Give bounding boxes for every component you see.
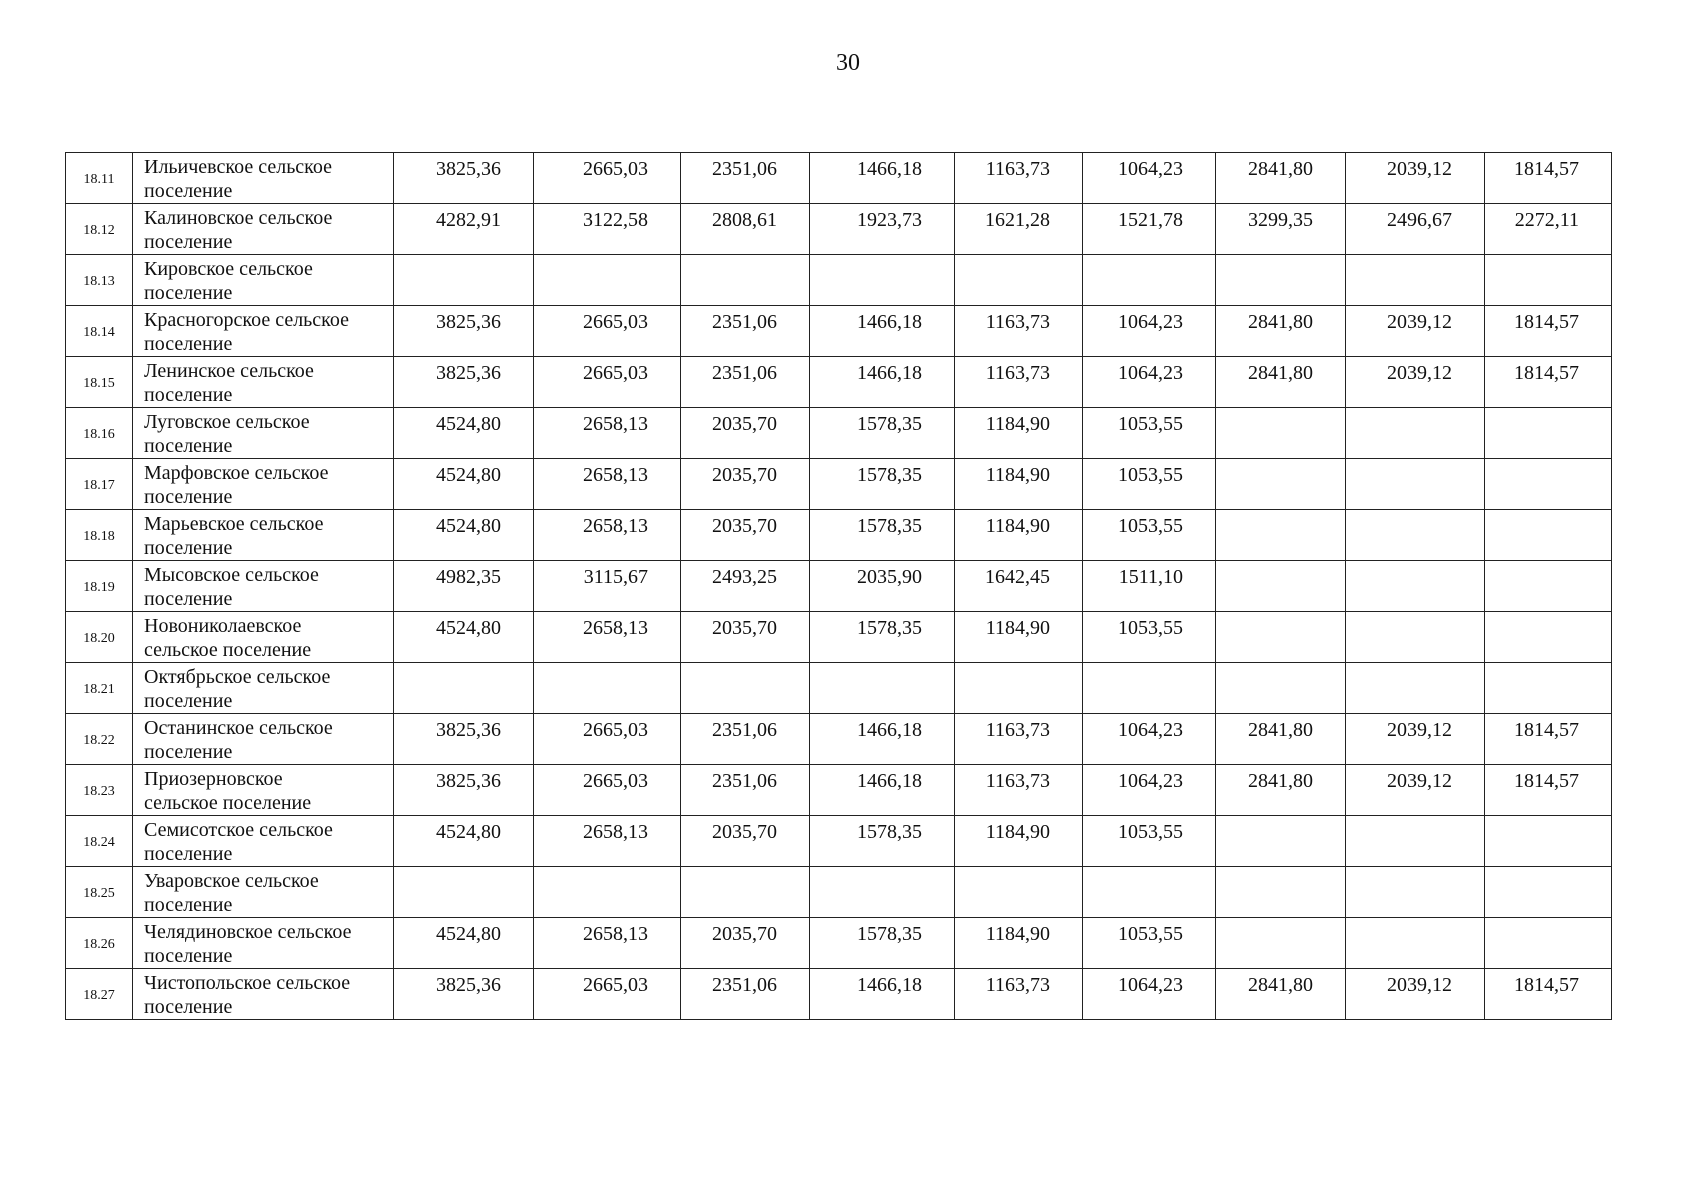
value-cell bbox=[810, 663, 955, 714]
row-number-cell: 18.11 bbox=[66, 153, 133, 204]
value-cell: 3825,36 bbox=[394, 969, 534, 1020]
value-cell bbox=[1346, 918, 1485, 969]
value-cell: 2665,03 bbox=[534, 357, 681, 408]
value-cell bbox=[1485, 408, 1612, 459]
value-cell: 2841,80 bbox=[1216, 357, 1346, 408]
value-cell: 1466,18 bbox=[810, 714, 955, 765]
value-cell: 2496,67 bbox=[1346, 204, 1485, 255]
row-number-cell: 18.25 bbox=[66, 867, 133, 918]
value-cell: 1578,35 bbox=[810, 459, 955, 510]
value-cell bbox=[1083, 255, 1216, 306]
row-number-cell: 18.27 bbox=[66, 969, 133, 1020]
value-cell: 3825,36 bbox=[394, 153, 534, 204]
value-cell bbox=[955, 867, 1083, 918]
value-cell: 1163,73 bbox=[955, 153, 1083, 204]
value-cell bbox=[394, 255, 534, 306]
value-cell: 1184,90 bbox=[955, 816, 1083, 867]
value-cell: 2841,80 bbox=[1216, 765, 1346, 816]
value-cell bbox=[1485, 510, 1612, 561]
value-cell: 3825,36 bbox=[394, 357, 534, 408]
value-cell: 1521,78 bbox=[1083, 204, 1216, 255]
value-cell: 1184,90 bbox=[955, 408, 1083, 459]
row-number-cell: 18.18 bbox=[66, 510, 133, 561]
value-cell: 2035,70 bbox=[681, 918, 810, 969]
row-number-cell: 18.17 bbox=[66, 459, 133, 510]
value-cell: 1814,57 bbox=[1485, 357, 1612, 408]
value-cell bbox=[1346, 255, 1485, 306]
value-cell: 1053,55 bbox=[1083, 612, 1216, 663]
row-number-cell: 18.22 bbox=[66, 714, 133, 765]
value-cell bbox=[955, 663, 1083, 714]
value-cell bbox=[1083, 867, 1216, 918]
value-cell bbox=[1346, 612, 1485, 663]
settlement-name-cell: Калиновское сельское поселение bbox=[133, 204, 394, 255]
value-cell: 4524,80 bbox=[394, 612, 534, 663]
table-row bbox=[66, 918, 1612, 969]
value-cell: 2665,03 bbox=[534, 714, 681, 765]
value-cell bbox=[1083, 663, 1216, 714]
value-cell bbox=[1216, 459, 1346, 510]
value-cell: 2658,13 bbox=[534, 510, 681, 561]
value-cell bbox=[534, 867, 681, 918]
table-row bbox=[66, 867, 1612, 918]
settlement-name-cell: Мысовское сельское поселение bbox=[133, 561, 394, 612]
value-cell bbox=[1346, 867, 1485, 918]
value-cell: 2841,80 bbox=[1216, 714, 1346, 765]
value-cell bbox=[1216, 510, 1346, 561]
tariff-table bbox=[65, 152, 1612, 1020]
value-cell: 1578,35 bbox=[810, 408, 955, 459]
value-cell: 2658,13 bbox=[534, 816, 681, 867]
value-cell bbox=[955, 255, 1083, 306]
value-cell bbox=[1216, 867, 1346, 918]
value-cell bbox=[534, 663, 681, 714]
value-cell: 2039,12 bbox=[1346, 714, 1485, 765]
value-cell: 2351,06 bbox=[681, 306, 810, 357]
settlement-name-cell: Луговское сельское поселение bbox=[133, 408, 394, 459]
value-cell: 2665,03 bbox=[534, 969, 681, 1020]
table-row bbox=[66, 459, 1612, 510]
value-cell bbox=[1216, 408, 1346, 459]
value-cell: 2039,12 bbox=[1346, 969, 1485, 1020]
value-cell bbox=[1485, 459, 1612, 510]
value-cell: 1466,18 bbox=[810, 153, 955, 204]
value-cell bbox=[681, 867, 810, 918]
row-number-cell: 18.15 bbox=[66, 357, 133, 408]
table-row bbox=[66, 816, 1612, 867]
table-row bbox=[66, 612, 1612, 663]
settlement-name-cell: Семисотское сельское поселение bbox=[133, 816, 394, 867]
value-cell: 2665,03 bbox=[534, 765, 681, 816]
value-cell bbox=[810, 255, 955, 306]
settlement-name-cell: Уваровское сельское поселение bbox=[133, 867, 394, 918]
value-cell: 4282,91 bbox=[394, 204, 534, 255]
table-row bbox=[66, 969, 1612, 1020]
table-row bbox=[66, 357, 1612, 408]
value-cell: 2035,70 bbox=[681, 612, 810, 663]
value-cell: 1642,45 bbox=[955, 561, 1083, 612]
value-cell: 1466,18 bbox=[810, 969, 955, 1020]
value-cell bbox=[1485, 612, 1612, 663]
value-cell: 3122,58 bbox=[534, 204, 681, 255]
value-cell: 1053,55 bbox=[1083, 408, 1216, 459]
table-row bbox=[66, 408, 1612, 459]
value-cell bbox=[1346, 816, 1485, 867]
settlement-name-cell: Приозерновское сельское поселение bbox=[133, 765, 394, 816]
value-cell: 1064,23 bbox=[1083, 969, 1216, 1020]
value-cell: 3115,67 bbox=[534, 561, 681, 612]
value-cell: 2035,70 bbox=[681, 408, 810, 459]
value-cell: 1511,10 bbox=[1083, 561, 1216, 612]
value-cell bbox=[681, 663, 810, 714]
value-cell bbox=[1485, 816, 1612, 867]
value-cell bbox=[1346, 663, 1485, 714]
value-cell: 3825,36 bbox=[394, 306, 534, 357]
table-body bbox=[66, 153, 1612, 1020]
value-cell: 2351,06 bbox=[681, 357, 810, 408]
row-number-cell: 18.12 bbox=[66, 204, 133, 255]
value-cell bbox=[394, 867, 534, 918]
value-cell: 2272,11 bbox=[1485, 204, 1612, 255]
value-cell: 1064,23 bbox=[1083, 765, 1216, 816]
value-cell: 2351,06 bbox=[681, 969, 810, 1020]
value-cell bbox=[1485, 255, 1612, 306]
value-cell: 2665,03 bbox=[534, 153, 681, 204]
value-cell: 2351,06 bbox=[681, 765, 810, 816]
value-cell bbox=[1346, 459, 1485, 510]
value-cell: 2039,12 bbox=[1346, 306, 1485, 357]
table-row bbox=[66, 510, 1612, 561]
row-number-cell: 18.13 bbox=[66, 255, 133, 306]
value-cell: 2841,80 bbox=[1216, 306, 1346, 357]
value-cell: 1053,55 bbox=[1083, 918, 1216, 969]
value-cell: 2035,70 bbox=[681, 510, 810, 561]
settlement-name-cell: Ленинское сельское поселение bbox=[133, 357, 394, 408]
value-cell: 1184,90 bbox=[955, 510, 1083, 561]
value-cell bbox=[1485, 561, 1612, 612]
value-cell bbox=[1346, 408, 1485, 459]
value-cell: 2035,90 bbox=[810, 561, 955, 612]
value-cell: 1578,35 bbox=[810, 816, 955, 867]
value-cell: 2035,70 bbox=[681, 816, 810, 867]
table-row bbox=[66, 714, 1612, 765]
row-number-cell: 18.24 bbox=[66, 816, 133, 867]
row-number-cell: 18.19 bbox=[66, 561, 133, 612]
value-cell: 1053,55 bbox=[1083, 510, 1216, 561]
value-cell: 2493,25 bbox=[681, 561, 810, 612]
value-cell bbox=[1346, 561, 1485, 612]
value-cell: 1184,90 bbox=[955, 612, 1083, 663]
row-number-cell: 18.21 bbox=[66, 663, 133, 714]
value-cell bbox=[1485, 663, 1612, 714]
value-cell: 2351,06 bbox=[681, 714, 810, 765]
value-cell: 1064,23 bbox=[1083, 357, 1216, 408]
value-cell: 2658,13 bbox=[534, 918, 681, 969]
value-cell: 4524,80 bbox=[394, 459, 534, 510]
row-number-cell: 18.14 bbox=[66, 306, 133, 357]
value-cell bbox=[1216, 255, 1346, 306]
value-cell: 2351,06 bbox=[681, 153, 810, 204]
value-cell: 1053,55 bbox=[1083, 816, 1216, 867]
value-cell: 2665,03 bbox=[534, 306, 681, 357]
settlement-name-cell: Марфовское сельское поселение bbox=[133, 459, 394, 510]
value-cell: 1466,18 bbox=[810, 306, 955, 357]
value-cell: 1814,57 bbox=[1485, 306, 1612, 357]
value-cell: 1163,73 bbox=[955, 714, 1083, 765]
value-cell: 2039,12 bbox=[1346, 153, 1485, 204]
value-cell: 1578,35 bbox=[810, 612, 955, 663]
value-cell bbox=[534, 255, 681, 306]
value-cell: 1578,35 bbox=[810, 510, 955, 561]
value-cell: 1184,90 bbox=[955, 918, 1083, 969]
value-cell: 3299,35 bbox=[1216, 204, 1346, 255]
value-cell bbox=[1216, 612, 1346, 663]
value-cell: 4524,80 bbox=[394, 510, 534, 561]
value-cell: 1064,23 bbox=[1083, 153, 1216, 204]
row-number-cell: 18.26 bbox=[66, 918, 133, 969]
row-number-cell: 18.23 bbox=[66, 765, 133, 816]
table-row bbox=[66, 255, 1612, 306]
page-number: 30 bbox=[836, 50, 860, 76]
value-cell: 1466,18 bbox=[810, 765, 955, 816]
table-row bbox=[66, 663, 1612, 714]
value-cell: 1163,73 bbox=[955, 357, 1083, 408]
value-cell: 1064,23 bbox=[1083, 306, 1216, 357]
settlement-name-cell: Новониколаевское сельское поселение bbox=[133, 612, 394, 663]
settlement-name-cell: Кировское сельское поселение bbox=[133, 255, 394, 306]
value-cell bbox=[1216, 918, 1346, 969]
settlement-name-cell: Красногорское сельское поселение bbox=[133, 306, 394, 357]
value-cell: 4524,80 bbox=[394, 408, 534, 459]
table-row bbox=[66, 561, 1612, 612]
value-cell: 4524,80 bbox=[394, 918, 534, 969]
value-cell: 2841,80 bbox=[1216, 153, 1346, 204]
value-cell bbox=[1346, 510, 1485, 561]
table-row bbox=[66, 204, 1612, 255]
value-cell bbox=[1485, 867, 1612, 918]
value-cell: 1053,55 bbox=[1083, 459, 1216, 510]
value-cell: 2808,61 bbox=[681, 204, 810, 255]
value-cell: 2658,13 bbox=[534, 612, 681, 663]
value-cell: 1578,35 bbox=[810, 918, 955, 969]
value-cell: 3825,36 bbox=[394, 765, 534, 816]
value-cell: 2658,13 bbox=[534, 408, 681, 459]
value-cell: 4524,80 bbox=[394, 816, 534, 867]
value-cell bbox=[810, 867, 955, 918]
settlement-name-cell: Марьевское сельское поселение bbox=[133, 510, 394, 561]
value-cell: 1163,73 bbox=[955, 969, 1083, 1020]
settlement-name-cell: Останинское сельское поселение bbox=[133, 714, 394, 765]
tariff-table-container bbox=[65, 152, 1612, 1020]
value-cell bbox=[681, 255, 810, 306]
value-cell: 1814,57 bbox=[1485, 765, 1612, 816]
value-cell bbox=[1216, 561, 1346, 612]
value-cell: 1184,90 bbox=[955, 459, 1083, 510]
settlement-name-cell: Ильичевское сельское поселение bbox=[133, 153, 394, 204]
value-cell: 2035,70 bbox=[681, 459, 810, 510]
value-cell: 2039,12 bbox=[1346, 357, 1485, 408]
value-cell: 1466,18 bbox=[810, 357, 955, 408]
value-cell: 2039,12 bbox=[1346, 765, 1485, 816]
value-cell: 1814,57 bbox=[1485, 153, 1612, 204]
value-cell: 1814,57 bbox=[1485, 714, 1612, 765]
value-cell: 1163,73 bbox=[955, 306, 1083, 357]
value-cell: 1923,73 bbox=[810, 204, 955, 255]
row-number-cell: 18.16 bbox=[66, 408, 133, 459]
value-cell bbox=[394, 663, 534, 714]
value-cell: 2658,13 bbox=[534, 459, 681, 510]
value-cell: 1814,57 bbox=[1485, 969, 1612, 1020]
settlement-name-cell: Чистопольское сельское поселение bbox=[133, 969, 394, 1020]
value-cell: 4982,35 bbox=[394, 561, 534, 612]
value-cell: 1621,28 bbox=[955, 204, 1083, 255]
row-number-cell: 18.20 bbox=[66, 612, 133, 663]
settlement-name-cell: Октябрьское сельское поселение bbox=[133, 663, 394, 714]
settlement-name-cell: Челядиновское сельское поселение bbox=[133, 918, 394, 969]
value-cell bbox=[1216, 663, 1346, 714]
value-cell bbox=[1216, 816, 1346, 867]
value-cell: 1064,23 bbox=[1083, 714, 1216, 765]
value-cell bbox=[1485, 918, 1612, 969]
value-cell: 3825,36 bbox=[394, 714, 534, 765]
value-cell: 2841,80 bbox=[1216, 969, 1346, 1020]
table-row bbox=[66, 765, 1612, 816]
table-row bbox=[66, 153, 1612, 204]
table-row bbox=[66, 306, 1612, 357]
value-cell: 1163,73 bbox=[955, 765, 1083, 816]
